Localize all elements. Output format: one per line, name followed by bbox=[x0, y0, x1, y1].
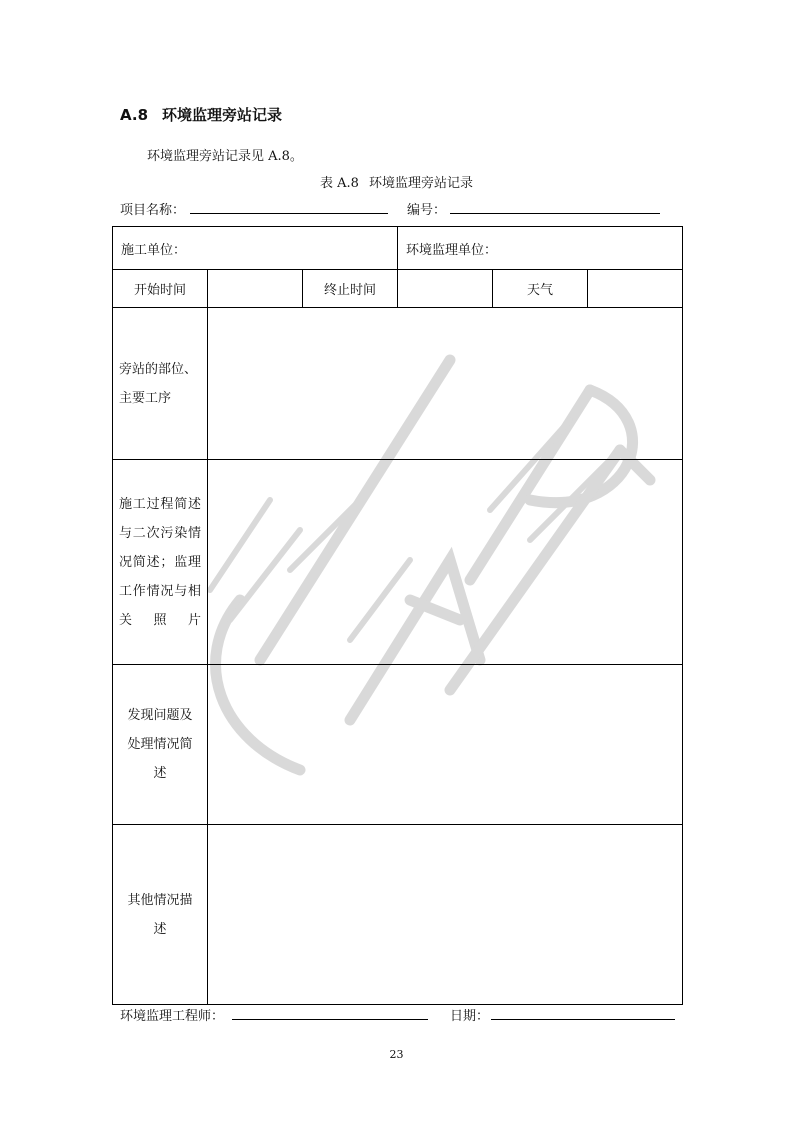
table-caption bbox=[0, 172, 793, 191]
project-name-label: 项目名称： bbox=[120, 203, 186, 218]
table-row bbox=[113, 825, 683, 1005]
env-supervision-unit-label: 环境监理单位： bbox=[406, 242, 498, 258]
construction-summary-content[interactable] bbox=[208, 460, 683, 665]
issues-handling-content[interactable] bbox=[208, 665, 683, 825]
date-line[interactable] bbox=[491, 1005, 675, 1023]
section-number: A.8 bbox=[120, 106, 149, 124]
table-row bbox=[113, 270, 683, 308]
table-row bbox=[113, 460, 683, 665]
table-caption-number: 表 A.8 bbox=[320, 176, 359, 191]
env-supervision-unit-cell[interactable] bbox=[398, 227, 683, 270]
serial-no-field bbox=[407, 199, 446, 217]
serial-no-label: 编号： bbox=[407, 203, 447, 218]
end-time-label: 终止时间 bbox=[303, 270, 398, 308]
engineer-signature-line[interactable] bbox=[232, 1005, 428, 1023]
weather-value-cell[interactable] bbox=[588, 270, 683, 308]
construction-unit-cell[interactable] bbox=[113, 227, 398, 270]
project-name-field bbox=[120, 199, 185, 217]
date-label: 日期： bbox=[450, 1009, 490, 1024]
record-form-table bbox=[112, 226, 683, 1005]
construction-summary-label: 施工过程简述与二次污染情况简述；监理工作情况与相关照片 bbox=[113, 460, 208, 665]
section-heading bbox=[120, 104, 282, 125]
intro-text: 环境监理旁站记录见 A.8。 bbox=[147, 149, 303, 164]
serial-no-line[interactable] bbox=[450, 199, 660, 217]
other-situations-label: 其他情况描述 bbox=[113, 825, 208, 1005]
table-caption-title: 环境监理旁站记录 bbox=[368, 176, 473, 191]
construction-unit-label: 施工单位： bbox=[121, 242, 187, 258]
sampling-location-label: 旁站的部位、主要工序 bbox=[113, 308, 208, 460]
section-title: 环境监理旁站记录 bbox=[162, 106, 283, 124]
sampling-location-content[interactable] bbox=[208, 308, 683, 460]
engineer-label: 环境监理工程师： bbox=[120, 1009, 225, 1024]
table-row bbox=[113, 665, 683, 825]
page-number: 23 bbox=[389, 1048, 404, 1061]
project-name-line[interactable] bbox=[190, 199, 388, 217]
issues-handling-label: 发现问题及处理情况简述 bbox=[113, 665, 208, 825]
weather-label: 天气 bbox=[493, 270, 588, 308]
table-row bbox=[113, 308, 683, 460]
date-field bbox=[450, 1005, 489, 1023]
start-time-value-cell[interactable] bbox=[208, 270, 303, 308]
engineer-field bbox=[120, 1005, 224, 1023]
start-time-label: 开始时间 bbox=[113, 270, 208, 308]
end-time-value-cell[interactable] bbox=[398, 270, 493, 308]
table-row bbox=[113, 227, 683, 270]
other-situations-content[interactable] bbox=[208, 825, 683, 1005]
